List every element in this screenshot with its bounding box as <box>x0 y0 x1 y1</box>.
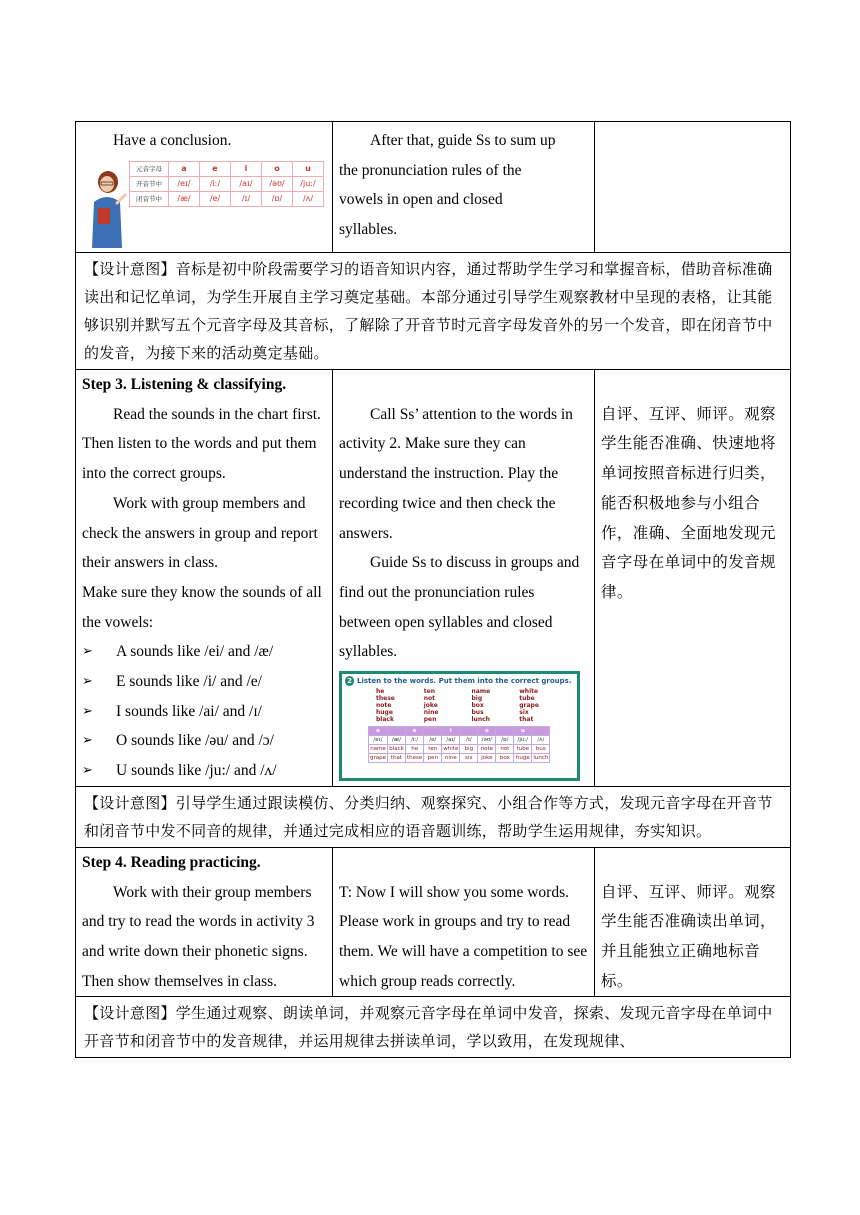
bullet-item <box>82 667 328 697</box>
step3-middle-paragraph: Call Ss’ attention to the words in activity 2. Make sure they can understand the instruction. Play the recording twice and then check the answers. <box>339 405 573 542</box>
arrow-bullet-icon: ➢ <box>82 763 93 779</box>
sort-phonetic-cell: /juː/ <box>514 736 532 745</box>
sort-answer-cell: joke <box>478 754 496 763</box>
exercise-word: note <box>376 702 392 710</box>
bullet-item <box>82 726 328 756</box>
design-intent-row-2 <box>76 786 791 847</box>
design-intent-row-3 <box>76 997 791 1058</box>
exercise-word: these <box>376 695 395 703</box>
step4-left-cell <box>76 847 333 997</box>
chart-row-label: 开音节中 <box>130 176 169 191</box>
step3-middle-cell <box>333 370 595 787</box>
design-intent-cell-3 <box>76 997 791 1058</box>
conclusion-row <box>76 122 791 253</box>
sort-vowel-cell <box>496 727 514 736</box>
arrow-bullet-icon: ➢ <box>82 733 93 749</box>
bullet-text: U sounds like /ju:/ and /ʌ/ <box>116 762 277 780</box>
step4-middle-cell <box>333 847 595 997</box>
lesson-plan-table <box>75 121 791 1058</box>
design-intent-cell-2 <box>76 786 791 847</box>
exercise-word: box <box>471 702 484 710</box>
sort-vowel-cell: e <box>406 727 424 736</box>
step3-left-paragraph: Read the sounds in the chart first. Then listen to the words and put them into the correct groups. <box>82 405 321 483</box>
exercise-word: not <box>423 695 436 703</box>
middle-line: After that, guide Ss to sum up <box>370 132 556 149</box>
design-intent-cell-1 <box>76 253 791 370</box>
exercise-number: 2 <box>345 676 354 686</box>
exercise-word: he <box>376 688 385 696</box>
bullet-text: A sounds like /ei/ and /æ/ <box>116 643 274 661</box>
exercise-header <box>342 674 577 688</box>
design-intent-text-3: 【设计意图】学生通过观察、朗读单词，并观察元音字母在单词中发音，探索、发现元音字母在单词中开音节和闭音节中的发音规律，并运用规律去拼读单词，学以致用，在发现规律、 <box>84 1004 773 1051</box>
bullet-text: I sounds like /ai/ and /ɪ/ <box>116 702 262 720</box>
bullet-text: E sounds like /i/ and /e/ <box>116 673 262 691</box>
step3-left-paragraph: Make sure they know the sounds of all the vowels: <box>82 583 322 631</box>
step3-title: Step 3. Listening & classifying. <box>82 376 287 393</box>
chart-closed-sound: /ʌ/ <box>293 191 324 206</box>
sort-answer-cell: nine <box>442 754 460 763</box>
middle-line: syllables. <box>339 221 398 239</box>
conclusion-left-cell <box>76 122 333 253</box>
chart-open-sound: /juː/ <box>293 176 324 191</box>
step4-right-cell <box>595 847 791 997</box>
sort-phonetic-cell: /aɪ/ <box>442 736 460 745</box>
vowel-chart-figure <box>82 158 326 251</box>
sort-vowel-cell: u <box>514 727 532 736</box>
bullet-text: O sounds like /əu/ and /ɔ/ <box>116 732 274 750</box>
arrow-bullet-icon: ➢ <box>82 644 93 660</box>
mini-vowel-chart <box>129 161 324 207</box>
step3-evaluation: 自评、互评、师评。观察学生能否准确、快速地将单词按照音标进行归类，能否积极地参与小组合作，准确、全面地发现元音字母在单词中的发音规律。 <box>601 404 776 601</box>
design-intent-text-1: 【设计意图】音标是初中阶段需要学习的语音知识内容，通过帮助学生学习和掌握音标，借助音标准确读出和记忆单词，为学生开展自主学习奠定基础。本部分通过引导学生观察教材中呈现的表格，让其能够识别并默写五个元音字母及其音标，了解除了开音节时元音字母发音外的另一个发音，即在闭音节中的发音，为接下来的活动奠定基础。 <box>84 260 773 362</box>
exercise-word: bus <box>471 709 484 717</box>
bullet-item <box>82 637 328 667</box>
exercise-word: white <box>519 688 539 696</box>
sort-vowel-cell <box>532 727 550 736</box>
sort-answer-cell: he <box>406 745 424 754</box>
word-list <box>342 688 577 723</box>
exercise-word: joke <box>423 702 438 710</box>
listening-exercise-figure <box>339 671 580 781</box>
conclusion-text: Have a conclusion. <box>113 132 232 149</box>
bullet-item <box>82 756 328 786</box>
sort-answer-cell: bus <box>532 745 550 754</box>
sort-phonetic-cell: /ɒ/ <box>496 736 514 745</box>
step4-middle-paragraph: T: Now I will show you some words. Please work in groups and try to read them. We will have a competition to see which group reads correctly. <box>339 883 588 990</box>
exercise-word: tube <box>519 695 535 703</box>
chart-row-label: 元音字母 <box>130 161 169 176</box>
middle-line: vowels in open and closed <box>339 191 503 209</box>
sort-vowel-cell: i <box>442 727 460 736</box>
step3-right-cell <box>595 370 791 787</box>
step4-evaluation: 自评、互评、师评。观察学生能否准确读出单词，并且能独立正确地标音标。 <box>601 882 776 990</box>
sort-table-row <box>369 745 550 754</box>
chart-closed-sound: /e/ <box>200 191 231 206</box>
exercise-word: huge <box>376 709 393 717</box>
sort-answer-cell: tube <box>514 745 532 754</box>
sort-phonetic-cell: /eɪ/ <box>369 736 388 745</box>
exercise-word: big <box>471 695 483 703</box>
sort-answer-cell: name <box>370 746 386 753</box>
chart-row-label: 闭音节中 <box>130 191 169 206</box>
exercise-instruction: Listen to the words. Put them into the correct groups. <box>357 677 572 686</box>
middle-line: the pronunciation rules of the <box>339 161 522 179</box>
sort-answer-cell: lunch <box>533 755 549 762</box>
chart-open-sound: /eɪ/ <box>169 176 200 191</box>
exercise-word: pen <box>423 716 437 724</box>
chart-open-sound: /aɪ/ <box>231 176 262 191</box>
sort-vowel-cell <box>424 727 442 736</box>
arrow-bullet-icon: ➢ <box>82 703 93 719</box>
sort-answer-cell: black <box>389 746 404 753</box>
sort-table-row <box>369 754 550 763</box>
step3-row <box>76 370 791 787</box>
chart-closed-sound: /ɪ/ <box>231 191 262 206</box>
sort-phonetic-cell: /e/ <box>424 736 442 745</box>
sort-answer-cell: big <box>460 745 478 754</box>
exercise-word: lunch <box>471 716 490 724</box>
sort-phonetic-cell: /əʊ/ <box>478 736 496 745</box>
sort-answer-cell: note <box>478 745 496 754</box>
exercise-word: nine <box>423 709 439 717</box>
sort-answer-cell: ten <box>424 745 442 754</box>
exercise-word: name <box>471 688 491 696</box>
chart-closed-sound: /æ/ <box>169 191 200 206</box>
sort-answer-cell: pen <box>424 754 442 763</box>
sort-phonetic-cell: /iː/ <box>406 736 424 745</box>
chart-vowel: o <box>262 161 293 176</box>
arrow-bullet-icon: ➢ <box>82 674 93 690</box>
bullet-item <box>82 697 328 727</box>
chart-open-sound: /əʊ/ <box>262 176 293 191</box>
sort-vowel-cell: a <box>369 727 388 736</box>
chart-vowel: a <box>169 161 200 176</box>
step4-title: Step 4. Reading practicing. <box>82 853 261 871</box>
sort-table-row <box>369 727 550 736</box>
chart-closed-sound: /ɒ/ <box>262 191 293 206</box>
sort-phonetic-cell: /ɪ/ <box>460 736 478 745</box>
chart-vowel: e <box>200 161 231 176</box>
step3-left-cell <box>76 370 333 787</box>
sort-vowel-cell <box>460 727 478 736</box>
step4-row <box>76 847 791 997</box>
sort-vowel-cell <box>388 727 406 736</box>
sort-table-row <box>369 736 550 745</box>
sort-phonetic-cell: /ʌ/ <box>532 736 550 745</box>
conclusion-right-cell <box>595 122 791 253</box>
sort-vowel-cell: o <box>478 727 496 736</box>
sort-answer-cell: not <box>496 745 514 754</box>
teacher-illustration <box>86 168 128 250</box>
sort-answer-cell: that <box>388 754 406 763</box>
sort-answer-cell: white <box>443 746 459 753</box>
exercise-word: grape <box>519 702 539 710</box>
step3-middle-paragraph: Guide Ss to discuss in groups and find out the pronunciation rules between open syllables and closed syllables. <box>339 554 580 661</box>
design-intent-row-1 <box>76 253 791 370</box>
step3-left-paragraph: Work with group members and check the answers in group and report their answers in class. <box>82 494 318 572</box>
sort-answer-cell: box <box>496 754 514 763</box>
chart-vowel: u <box>293 161 324 176</box>
exercise-word: ten <box>423 688 435 696</box>
sort-answer-cell: grape <box>370 755 386 762</box>
sort-answer-cell: these <box>407 755 423 762</box>
step4-left-paragraph: Work with their group members and try to read the words in activity 3 and write down their phonetic signs. Then show themselves in class. <box>82 883 315 990</box>
chart-vowel: i <box>231 161 262 176</box>
exercise-word: black <box>376 716 394 724</box>
exercise-word: six <box>519 709 529 717</box>
sort-phonetic-cell: /æ/ <box>388 736 406 745</box>
conclusion-middle-cell <box>333 122 595 253</box>
design-intent-text-2: 【设计意图】引导学生通过跟读模仿、分类归纳、观察探究、小组合作等方式，发现元音字母在开音节和闭音节中发不同音的规律，并通过完成相应的语音题训练，帮助学生运用规律，夯实知识。 <box>84 793 773 840</box>
sort-answer-cell: six <box>460 754 478 763</box>
sort-answer-cell: huge <box>514 754 532 763</box>
chart-open-sound: /iː/ <box>200 176 231 191</box>
sort-table <box>368 726 550 763</box>
exercise-word: that <box>519 716 534 724</box>
